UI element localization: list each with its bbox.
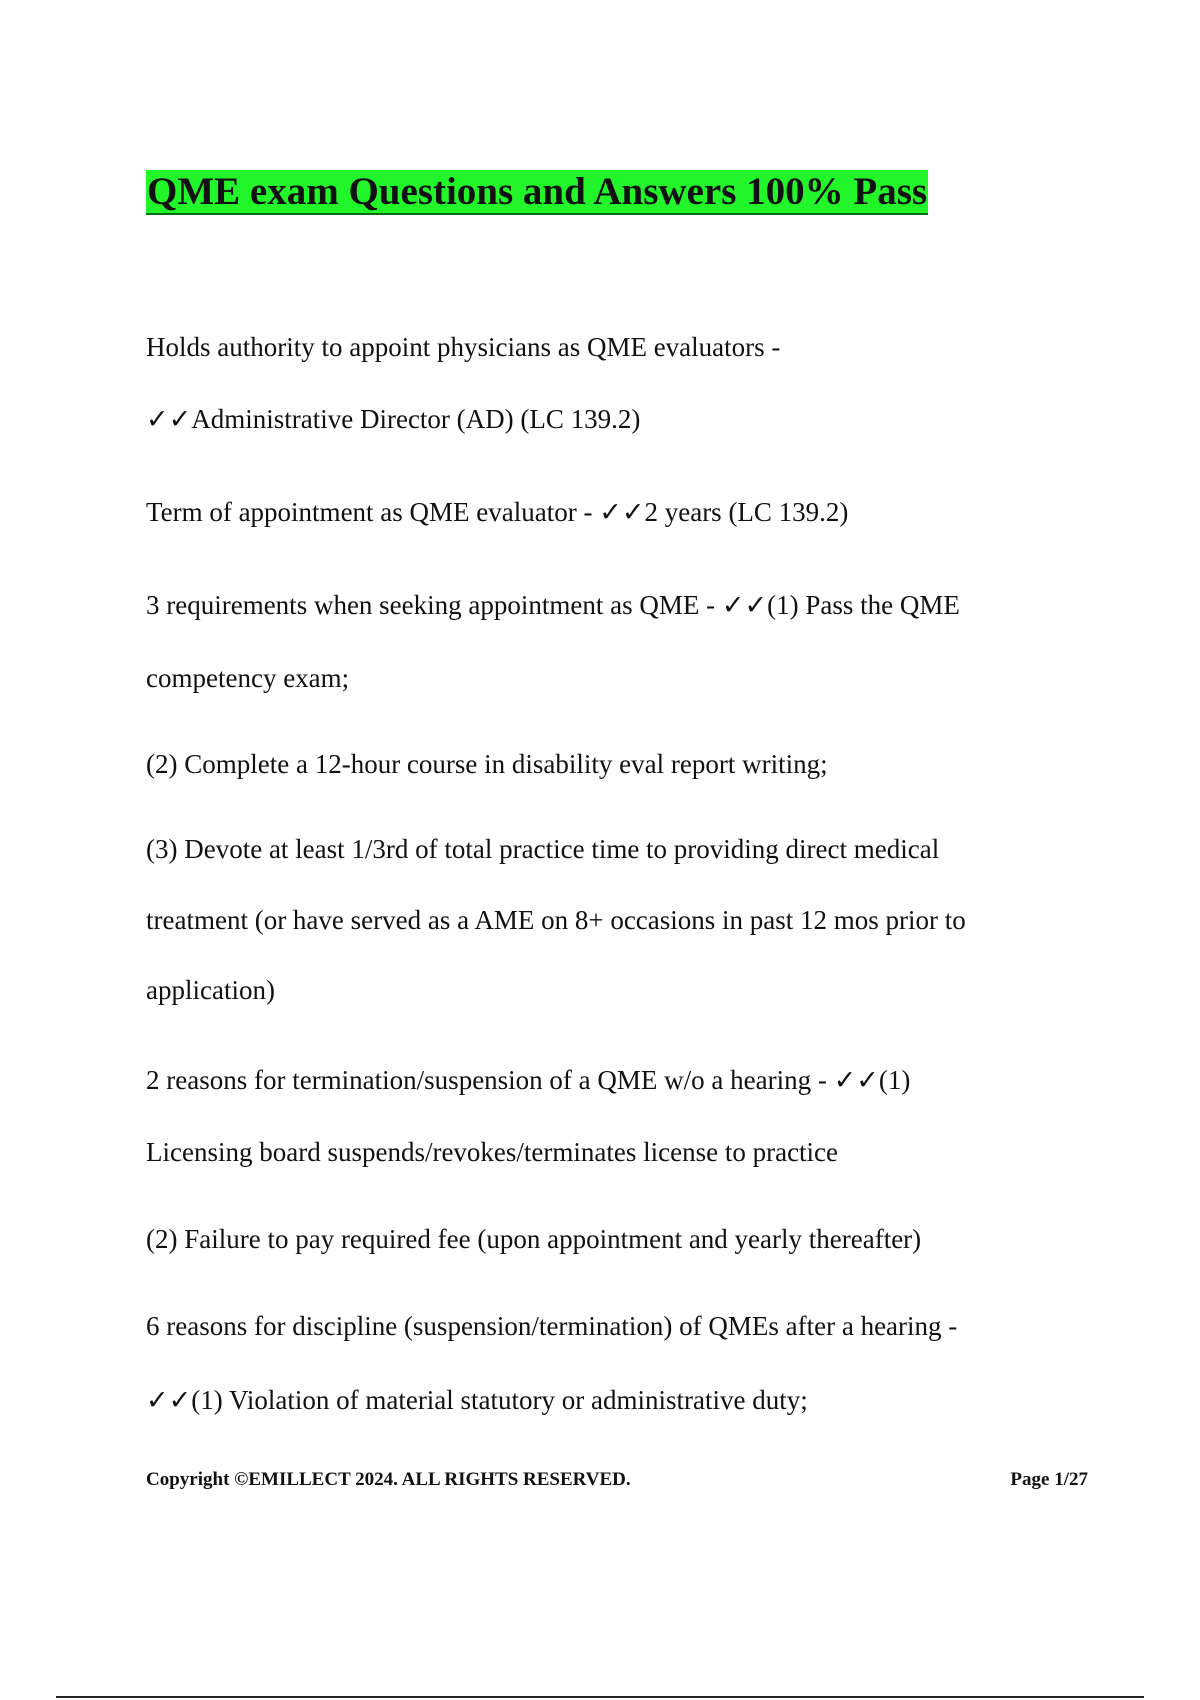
text-line-6: (2) Complete a 12-hour course in disability eval report writing; bbox=[146, 749, 828, 779]
footer-copyright: Copyright ©EMILLECT 2024. ALL RIGHTS RESERVED. bbox=[146, 1469, 631, 1490]
text-line-11: Licensing board suspends/revokes/terminates license to practice bbox=[146, 1137, 839, 1167]
text-line-5: competency exam; bbox=[146, 663, 350, 693]
text-line-1: Holds authority to appoint physicians as QME evaluators - bbox=[146, 332, 781, 362]
text-line-14: ✓✓(1) Violation of material statutory or administrative duty; bbox=[146, 1385, 808, 1415]
footer-page-number: Page 1/27 bbox=[1010, 1469, 1088, 1490]
text-line-4: 3 requirements when seeking appointment as QME - ✓✓(1) Pass the QME bbox=[146, 590, 960, 620]
text-line-13: 6 reasons for discipline (suspension/termination) of QMEs after a hearing - bbox=[146, 1311, 958, 1341]
text-line-8: treatment (or have served as a AME on 8+ occasions in past 12 mos prior to bbox=[146, 905, 966, 935]
text-line-3: Term of appointment as QME evaluator - ✓✓2 years (LC 139.2) bbox=[146, 497, 849, 527]
text-line-2: ✓✓Administrative Director (AD) (LC 139.2) bbox=[146, 404, 641, 434]
text-line-7: (3) Devote at least 1/3rd of total practice time to providing direct medical bbox=[146, 834, 940, 864]
text-line-12: (2) Failure to pay required fee (upon appointment and yearly thereafter) bbox=[146, 1224, 922, 1254]
document-title bbox=[146, 168, 928, 216]
text-line-9: application) bbox=[146, 975, 275, 1005]
text-line-10: 2 reasons for termination/suspension of a QME w/o a hearing - ✓✓(1) bbox=[146, 1065, 911, 1095]
bottom-divider bbox=[56, 1696, 1144, 1698]
title-highlight: QME exam Questions and Answers 100% Pass bbox=[147, 170, 928, 213]
